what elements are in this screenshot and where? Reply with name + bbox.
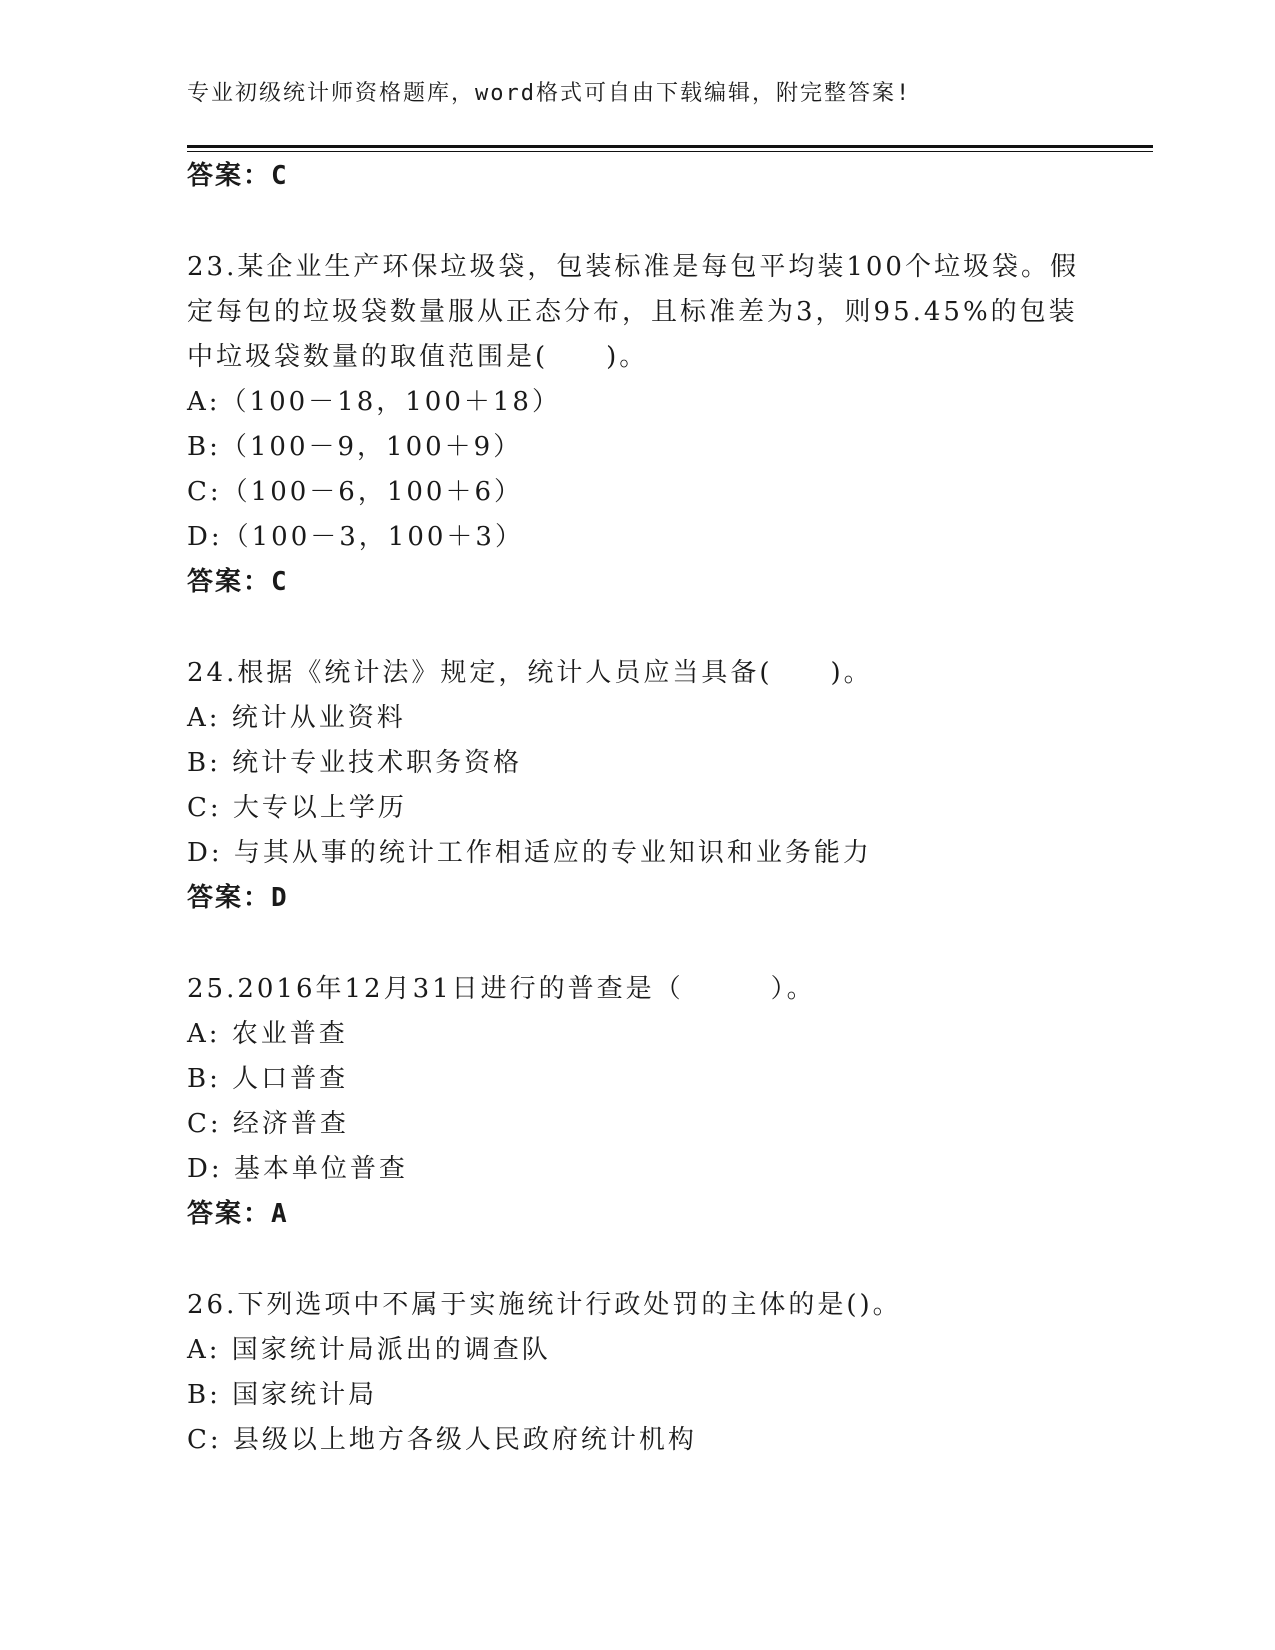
spacer [187, 921, 1087, 967]
option-b: B: 国家统计局 [187, 1380, 378, 1410]
option-a: A:（100－18，100＋18） [187, 387, 561, 417]
option-c: C: 县级以上地方各级人民政府统计机构 [187, 1425, 697, 1455]
spacer [187, 605, 1087, 651]
option-b: B: 人口普查 [187, 1064, 349, 1094]
option-d: D: 与其从事的统计工作相适应的专业知识和业务能力 [187, 838, 872, 868]
question-block [187, 245, 1087, 605]
spacer [187, 1237, 1087, 1283]
question-stem: 25.2016年12月31日进行的普查是（ ）。 [187, 974, 816, 1004]
option-a: A: 国家统计局派出的调查队 [187, 1335, 551, 1365]
option-a: A: 统计从业资料 [187, 703, 406, 733]
question-block [187, 1283, 1087, 1463]
answer-line: 答案：D [187, 883, 289, 913]
question-block [187, 651, 1087, 921]
option-b: B: 统计专业技术职务资格 [187, 748, 523, 778]
question-stem: 26.下列选项中不属于实施统计行政处罚的主体的是()。 [187, 1290, 902, 1320]
option-c: C: 经济普查 [187, 1109, 349, 1139]
answer-line: 答案：A [187, 1199, 289, 1229]
option-d: D:（100－3，100＋3） [187, 522, 524, 552]
option-c: C:（100－6，100＋6） [187, 477, 523, 507]
option-d: D: 基本单位普查 [187, 1154, 408, 1184]
option-b: B:（100－9，100＋9） [187, 432, 523, 462]
question-stem: 23.某企业生产环保垃圾袋，包装标准是每包平均装100个垃圾袋。假 [187, 252, 1079, 282]
question-stem: 24.根据《统计法》规定，统计人员应当具备( )。 [187, 658, 873, 688]
option-a: A: 农业普查 [187, 1019, 348, 1049]
answer-line: 答案：C [187, 567, 289, 597]
spacer [187, 199, 1087, 245]
answer-line: 答案：C [187, 161, 289, 191]
question-stem: 中垃圾袋数量的取值范围是( )。 [187, 342, 649, 372]
question-content [187, 154, 1087, 1463]
option-c: C: 大专以上学历 [187, 793, 407, 823]
header-rule-thin [187, 151, 1153, 152]
header-rule-thick [187, 145, 1153, 148]
question-block [187, 967, 1087, 1237]
question-stem: 定每包的垃圾袋数量服从正态分布，且标准差为3，则95.45%的包装 [187, 297, 1078, 327]
page-header: 专业初级统计师资格题库，word格式可自由下载编辑，附完整答案! [187, 81, 912, 106]
